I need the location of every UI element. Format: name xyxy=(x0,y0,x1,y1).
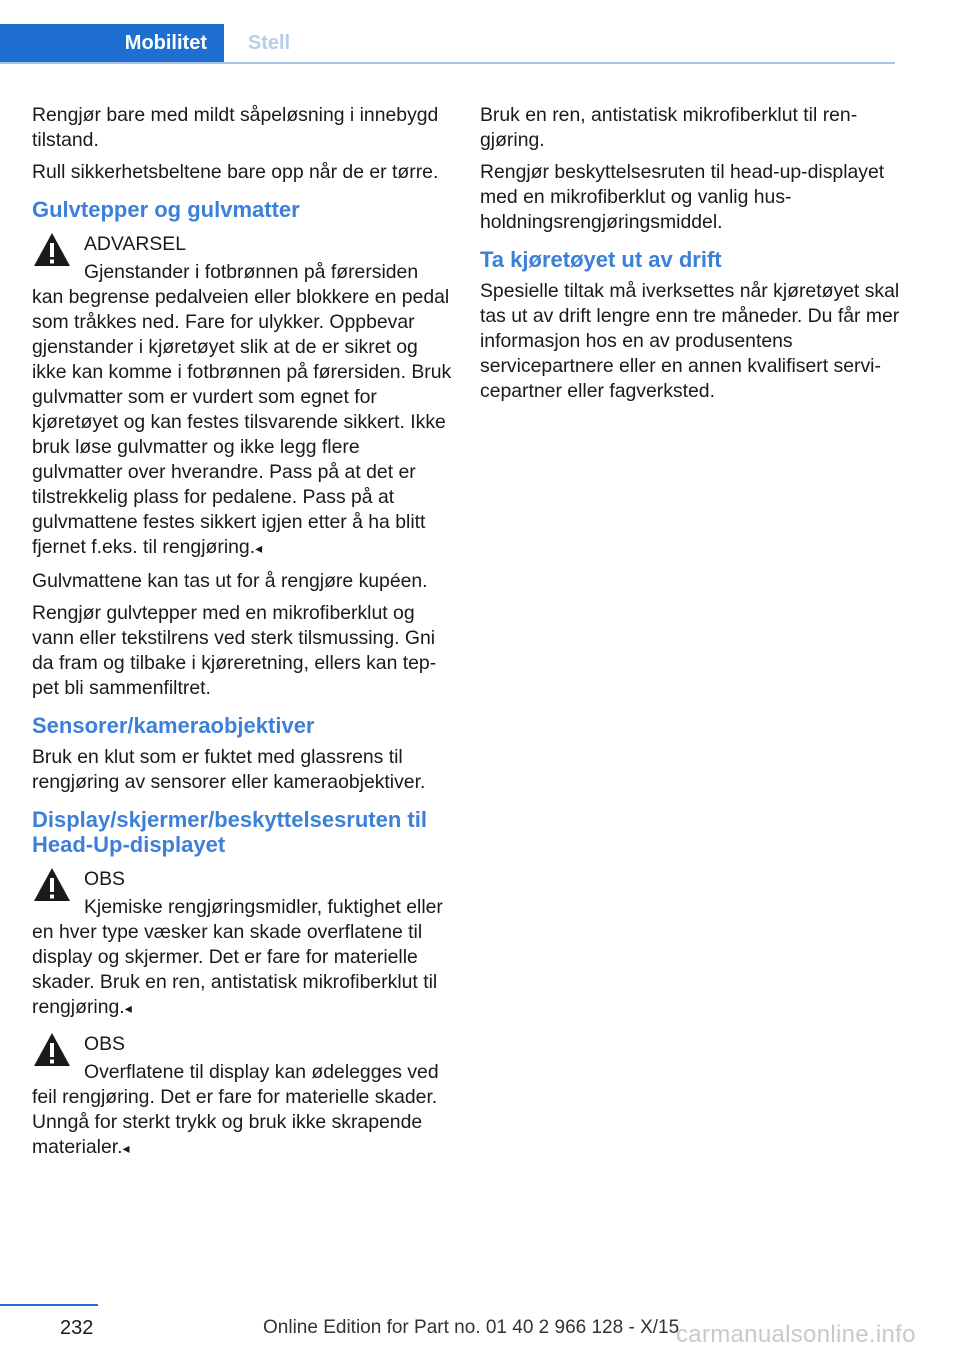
right-column xyxy=(480,103,900,411)
notice-title: OBS xyxy=(84,1033,125,1055)
notice-title: OBS xyxy=(84,868,125,890)
footer-edition-text: Online Edition for Part no. 01 40 2 966 128 - X/15 xyxy=(263,1317,680,1338)
section-heading-carpets: Gulvtepper og gulvmatter xyxy=(32,197,300,222)
page-number-rule xyxy=(0,1304,98,1306)
sensors-paragraph: Bruk en klut som er fuktet med glassrens til rengjøring av sensorer eller kameraobjektiver. xyxy=(32,746,426,793)
carpets-paragraph: Rengjør gulvtepper med en mikrofiberklut og vann eller tekstilrens ved sterk tilsmussing. Gni da fram og tilbake i kjøreretning, ellers kan teppet bli sammenfiltret. xyxy=(32,602,437,699)
notice-box xyxy=(32,864,452,1021)
warning-text: Gjenstander i fotbrønnen på førersiden kan begrense pedalveien eller blokkere en pedal som tråkkes ned. Fare for ulykker. Oppbevar gjenstander i kjøretøyet slik at de er sikret og ikke kan komme i fotbrønnen på førersiden. Bruk gulvmatter som er vurdert som egnet for kjøretøyet og kan festes tilsvarende sikkert. Ikke bruk løse gulvmatter og ikke legg flere gulvmatter over hverandre. Pass på at det er tilstrekkelig plass for pedalene. Pass på at gulvmattene festes sikkert igjen etter å ha blitt fjernet f.eks. til rengjøring. xyxy=(32,261,452,558)
warning-title: ADVARSEL xyxy=(84,233,187,255)
notice-box xyxy=(32,1029,452,1161)
section-heading-sensors: Sensorer/kameraobjektiver xyxy=(32,713,315,738)
end-mark: ◂ xyxy=(124,1000,132,1016)
end-mark: ◂ xyxy=(255,540,263,556)
tab-stell[interactable]: Stell xyxy=(247,32,291,54)
section-heading-display: Display/skjermer/beskyttelsesruten til Head-Up-displayet xyxy=(32,807,427,857)
page-number: 232 xyxy=(60,1317,94,1339)
intro-paragraph: Rull sikkerhetsbeltene bare opp når de er tørre. xyxy=(32,161,439,183)
watermark: carmanualsonline.info xyxy=(676,1321,916,1348)
end-mark: ◂ xyxy=(122,1140,130,1156)
decommission-paragraph: Spesielle tiltak må iverksettes når kjøretøyet skal tas ut av drift lengre enn tre måneder. Du får mer informasjon hos en av produsentens servicepartnere eller en annen kvalifisert servicepartner eller fagverksted. xyxy=(480,280,900,402)
warning-triangle-icon xyxy=(32,865,72,905)
carpets-paragraph: Gulvmattene kan tas ut for å rengjøre kupéen. xyxy=(32,570,428,592)
notice-text: Kjemiske rengjøringsmidler, fuktighet eller en hver type væsker kan skade overflatene til display og skjermer. Det er fare for materielle skader. Bruk en ren, antistatisk mikrofiberklut til rengjøring. xyxy=(32,896,443,1018)
notice-text: Overflatene til display kan ødelegges ved feil rengjøring. Det er fare for materielle skader. Unngå for sterkt trykk og bruk ikke skrapende materialer. xyxy=(32,1061,439,1158)
left-column xyxy=(32,103,452,1169)
chapter-tabs xyxy=(0,24,895,64)
warning-triangle-icon xyxy=(32,230,72,270)
warning-triangle-icon xyxy=(32,1030,72,1070)
body-paragraph: Rengjør beskyttelsesruten til head-up-displayet med en mikrofiberklut og vanlig husholdningsrengjøringsmiddel. xyxy=(480,161,885,233)
warning-box xyxy=(32,229,452,561)
section-heading-decommission: Ta kjøretøyet ut av drift xyxy=(480,247,722,272)
tab-mobilitet[interactable]: Mobilitet xyxy=(0,24,224,62)
body-paragraph: Bruk en ren, antistatisk mikrofiberklut til rengjøring. xyxy=(480,104,858,151)
intro-paragraph: Rengjør bare med mildt såpeløsning i innebygd tilstand. xyxy=(32,104,439,151)
